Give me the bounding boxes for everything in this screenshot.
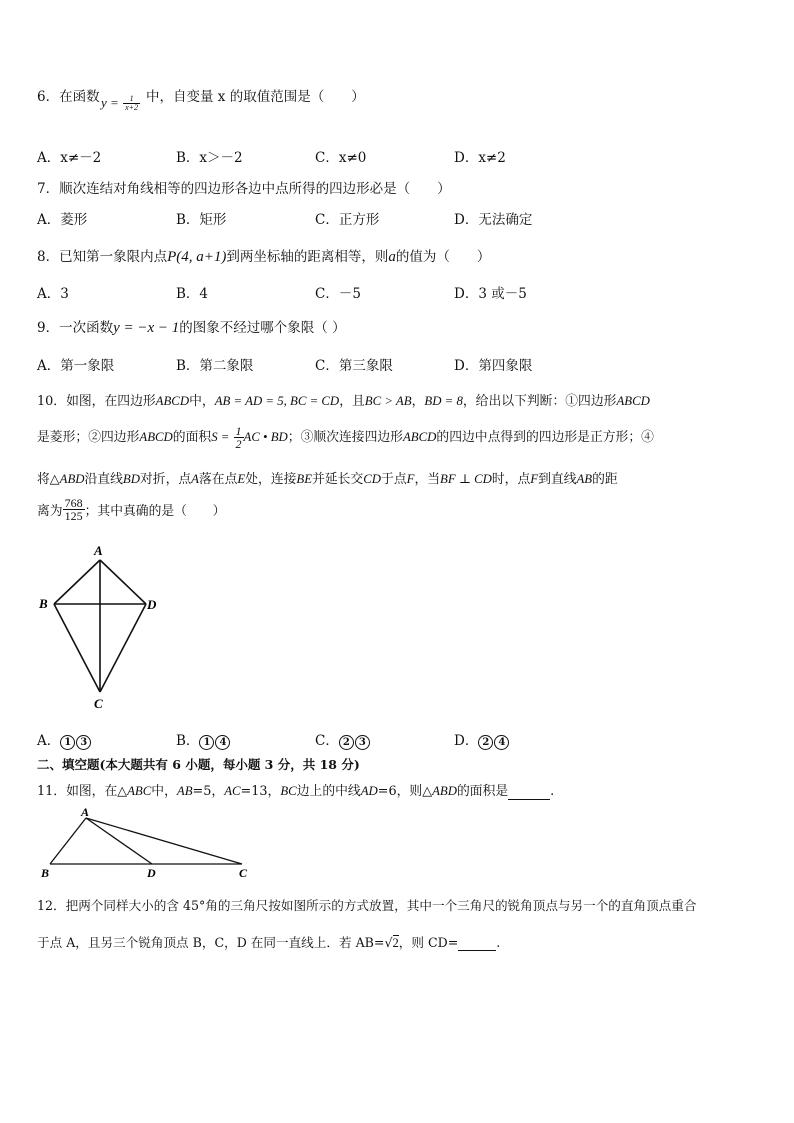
- kite-label-a: A: [94, 543, 103, 558]
- q10-option-b[interactable]: B． 1 4: [176, 729, 231, 750]
- q10-options: [37, 729, 757, 747]
- kite-edge-ad: [100, 560, 146, 604]
- q7-option-d[interactable]: D．无法确定: [454, 212, 533, 228]
- kite-edge-bc: [54, 604, 100, 692]
- q8-stem: 8．已知第一象限内点P(4, a+1)到两坐标轴的距离相等，则a的值为（ ）: [37, 249, 491, 265]
- q10-half-fraction: $\frac{1}{2}$: [235, 424, 242, 451]
- q10-option-a[interactable]: A． 1 3: [37, 729, 92, 750]
- kite-label-c: C: [94, 696, 103, 711]
- q9-stem: 9．一次函数y = −x − 1的图象不经过哪个象限（ ）: [37, 320, 346, 336]
- triangle-label-a: A: [81, 806, 90, 819]
- q10-line-1: 10．如图，在四边形ABCD中，AB = AD = 5, BC = CD，且BC > AB，BD = 8，给出以下判断：①四边形ABCD: [37, 394, 650, 409]
- q11-stem: 11．如图，在△ABC中，AB=5，AC=13，BC边上的中线AD=6，则△ABD的面积是 .: [37, 784, 555, 799]
- q11-triangle-figure: [36, 806, 256, 880]
- triangle-edge-ac: [86, 818, 242, 864]
- q12-answer-blank[interactable]: [458, 935, 496, 951]
- q9-option-c[interactable]: C．第三象限: [315, 358, 393, 374]
- q7-option-c[interactable]: C．正方形: [315, 212, 380, 228]
- q10-option-c[interactable]: C． 2 3: [315, 729, 371, 750]
- q10-line-2: 是菱形；②四边形ABCD的面积S = $\frac{1}{2}$ AC • BD；③顺次连接四边形ABCD的四边中点得到的四边形是正方形；④: [37, 424, 654, 451]
- q6-function-formula: y = $\frac{1}{x+2}$: [101, 94, 139, 112]
- q10-line-3: 将△ABD沿直线BD对折，点A落在点E处，连接BE并延长交CD于点F，当BF ⊥ CD时，点F到直线AB的距: [37, 472, 618, 487]
- section-2-heading: 二、填空题(本大题共有 6 小题，每小题 3 分，共 18 分): [37, 757, 360, 772]
- q9-option-a[interactable]: A．第一象限: [37, 358, 115, 374]
- q9-option-b[interactable]: B．第二象限: [176, 358, 254, 374]
- q10-kite-figure: [36, 540, 166, 712]
- q10-line-4: 离为 $\frac{768}{125}$ ；其中真确的是（ ）: [37, 496, 226, 523]
- q12-line-1: 12．把两个同样大小的含 45°角的三角尺按如图所示的方式放置，其中一个三角尺的锐角顶点与另一个的直角顶点重合: [37, 898, 697, 913]
- sqrt-symbol: √: [384, 935, 393, 950]
- q6-option-b[interactable]: B．x＞－2: [176, 150, 243, 166]
- kite-label-b: B: [39, 596, 48, 611]
- q8-option-b[interactable]: B．4: [176, 286, 209, 302]
- q6-fraction: $\frac{1}{x+2}$: [125, 94, 139, 112]
- q7-option-b[interactable]: B．矩形: [176, 212, 227, 228]
- q7-options: [37, 208, 757, 226]
- q7-option-a[interactable]: A．菱形: [37, 212, 88, 228]
- q11-answer-blank[interactable]: [508, 784, 550, 800]
- q7-stem: 7．顺次连结对角线相等的四边形各边中点所得的四边形必是（ ）: [37, 181, 451, 197]
- q10-option-d[interactable]: D． 2 4: [454, 729, 510, 750]
- triangle-median-ad: [86, 818, 152, 864]
- q9-option-d[interactable]: D．第四象限: [454, 358, 533, 374]
- kite-edge-ab: [54, 560, 100, 604]
- q6-stem: 6．在函数: [37, 89, 100, 105]
- q8-option-d[interactable]: D．3 或－5: [454, 286, 527, 302]
- q6-stem-suffix: 中，自变量 x 的取值范围是（ ）: [146, 89, 365, 105]
- triangle-label-d: D: [147, 866, 156, 880]
- triangle-label-b: B: [41, 866, 50, 880]
- triangle-label-c: C: [239, 866, 248, 880]
- triangle-edge-ab: [50, 818, 86, 864]
- kite-edge-dc: [100, 604, 146, 692]
- q9-options: [37, 354, 757, 372]
- q12-line-2: 于点 A，且另三个锐角顶点 B，C，D 在同一直线上．若 AB=√2，则 CD= .: [37, 935, 501, 950]
- q6-option-c[interactable]: C．x≠0: [315, 150, 367, 166]
- q6-option-a[interactable]: A．x≠－2: [37, 150, 102, 166]
- q6-options: [37, 146, 757, 164]
- q10-distance-fraction: $\frac{768}{125}$: [64, 496, 83, 523]
- q8-option-c[interactable]: C．－5: [315, 286, 361, 302]
- q8-option-a[interactable]: A．3: [37, 286, 69, 302]
- kite-label-d: D: [147, 597, 157, 612]
- q8-options: [37, 282, 757, 300]
- q6-option-d[interactable]: D．x≠2: [454, 150, 506, 166]
